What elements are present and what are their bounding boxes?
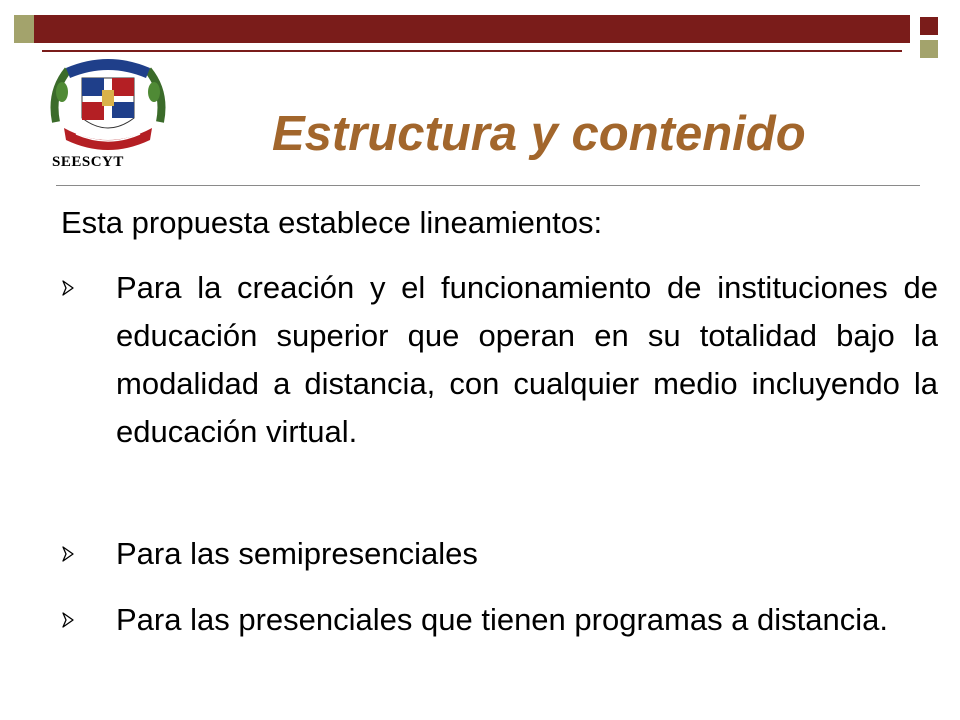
top-bar-red — [34, 15, 910, 43]
bullet-item: Para la creación y el funcionamiento de instituciones de educación superior que operan en su totalidad bajo la modalidad a distancia, con cualquier medio incluyendo la educación virtual. — [116, 270, 938, 449]
page-title: Estructura y contenido — [272, 107, 806, 161]
header-strip — [42, 50, 902, 52]
coat-of-arms-icon — [46, 52, 170, 156]
bullet-item: Para las presenciales que tienen programas a distancia. — [116, 602, 889, 637]
corner-square-olive — [920, 40, 938, 58]
bullet-arrow-icon — [61, 612, 75, 628]
bullet-arrow-icon — [61, 546, 75, 562]
bullet-item: Para las semipresenciales — [116, 536, 478, 571]
logo-text: SEESCYT — [52, 154, 124, 170]
intro-text: Esta propuesta establece lineamientos: — [61, 205, 603, 240]
bullet-arrow-icon — [61, 280, 75, 296]
corner-square-red — [920, 17, 938, 35]
title-rule — [56, 185, 920, 186]
